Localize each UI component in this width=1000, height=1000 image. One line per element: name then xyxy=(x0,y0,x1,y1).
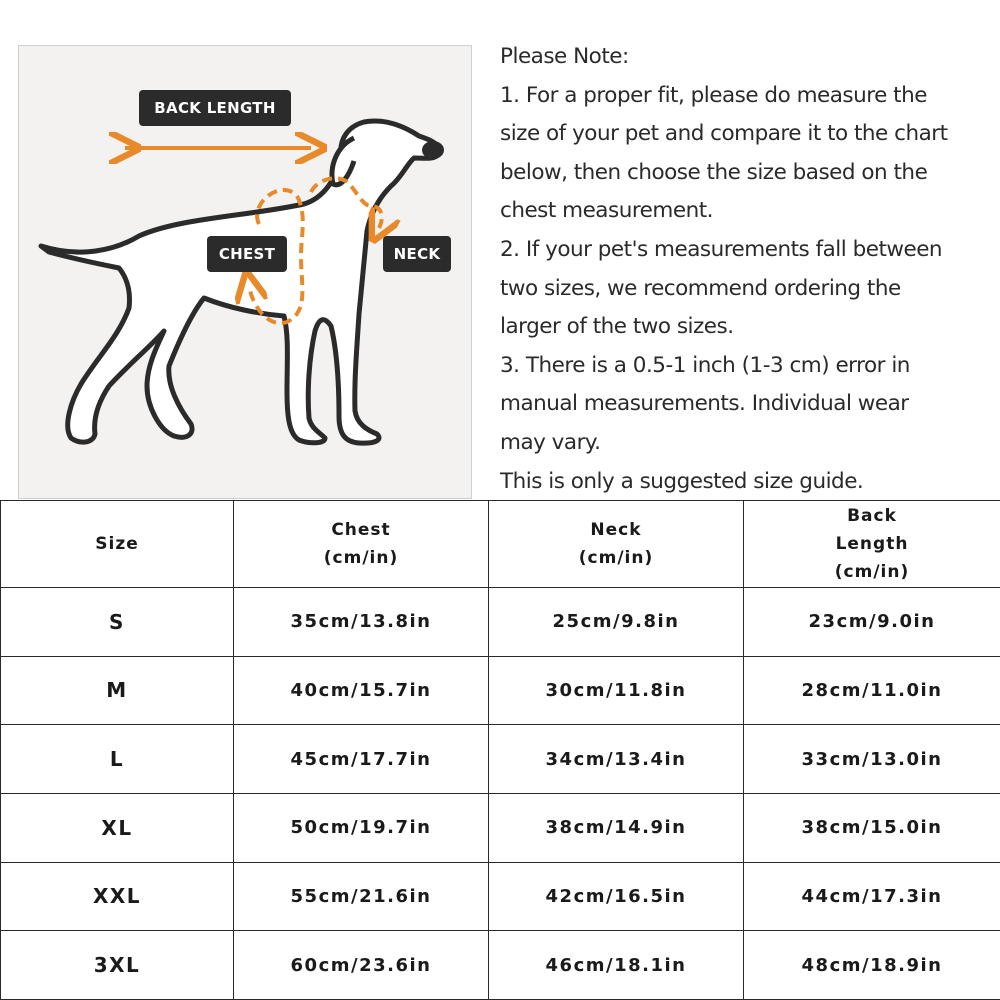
chest-cell: 50cm/19.7in xyxy=(234,793,489,862)
size-notes xyxy=(500,38,995,501)
dog-silhouette xyxy=(41,121,439,443)
size-cell: 3XL xyxy=(1,931,234,1000)
table-header-row xyxy=(1,501,1000,588)
neck-label: NECK xyxy=(383,236,451,272)
note-line: may vary. xyxy=(500,429,601,455)
chest-cell: 45cm/17.7in xyxy=(234,725,489,794)
size-cell: S xyxy=(1,588,234,657)
back-length-cell: 28cm/11.0in xyxy=(744,656,1000,725)
size-cell: XXL xyxy=(1,862,234,931)
dog-nose xyxy=(422,141,444,159)
neck-cell: 42cm/16.5in xyxy=(489,862,744,931)
neck-cell: 38cm/14.9in xyxy=(489,793,744,862)
chest-cell: 40cm/15.7in xyxy=(234,656,489,725)
size-cell: L xyxy=(1,725,234,794)
neck-cell: 46cm/18.1in xyxy=(489,931,744,1000)
chest-label: CHEST xyxy=(207,236,287,272)
table-row xyxy=(1,793,1000,862)
note-line: below, then choose the size based on the xyxy=(500,159,928,185)
neck-cell: 34cm/13.4in xyxy=(489,725,744,794)
note-line: two sizes, we recommend ordering the xyxy=(500,275,901,301)
note-line: size of your pet and compare it to the chart xyxy=(500,121,948,147)
header-neck: Neck (cm/in) xyxy=(489,501,744,588)
note-line: 1. For a proper fit, please do measure the xyxy=(500,82,927,108)
chest-cell: 60cm/23.6in xyxy=(234,931,489,1000)
header-back-length: Back Length (cm/in) xyxy=(744,501,1000,588)
note-line: 3. There is a 0.5-1 inch (1-3 cm) error in xyxy=(500,352,910,378)
chest-cell: 55cm/21.6in xyxy=(234,862,489,931)
dog-measurement-illustration xyxy=(18,45,472,499)
neck-cell: 30cm/11.8in xyxy=(489,656,744,725)
back-length-label: BACK LENGTH xyxy=(139,90,291,126)
note-line: chest measurement. xyxy=(500,198,713,224)
size-chart-table xyxy=(0,500,1000,1000)
table-row xyxy=(1,725,1000,794)
back-length-cell: 23cm/9.0in xyxy=(744,588,1000,657)
note-line: larger of the two sizes. xyxy=(500,314,734,340)
table-row xyxy=(1,862,1000,931)
neck-cell: 25cm/9.8in xyxy=(489,588,744,657)
note-line: 2. If your pet's measurements fall between xyxy=(500,236,943,262)
back-length-cell: 33cm/13.0in xyxy=(744,725,1000,794)
note-line: manual measurements. Individual wear xyxy=(500,391,909,417)
chest-cell: 35cm/13.8in xyxy=(234,588,489,657)
size-cell: XL xyxy=(1,793,234,862)
header-chest: Chest (cm/in) xyxy=(234,501,489,588)
back-length-cell: 44cm/17.3in xyxy=(744,862,1000,931)
note-footer: This is only a suggested size guide. xyxy=(500,468,864,494)
table-row xyxy=(1,656,1000,725)
note-title: Please Note: xyxy=(500,44,629,69)
table-row xyxy=(1,588,1000,657)
size-cell: M xyxy=(1,656,234,725)
back-length-cell: 38cm/15.0in xyxy=(744,793,1000,862)
header-size: Size xyxy=(1,501,234,588)
table-row xyxy=(1,931,1000,1000)
back-length-cell: 48cm/18.9in xyxy=(744,931,1000,1000)
